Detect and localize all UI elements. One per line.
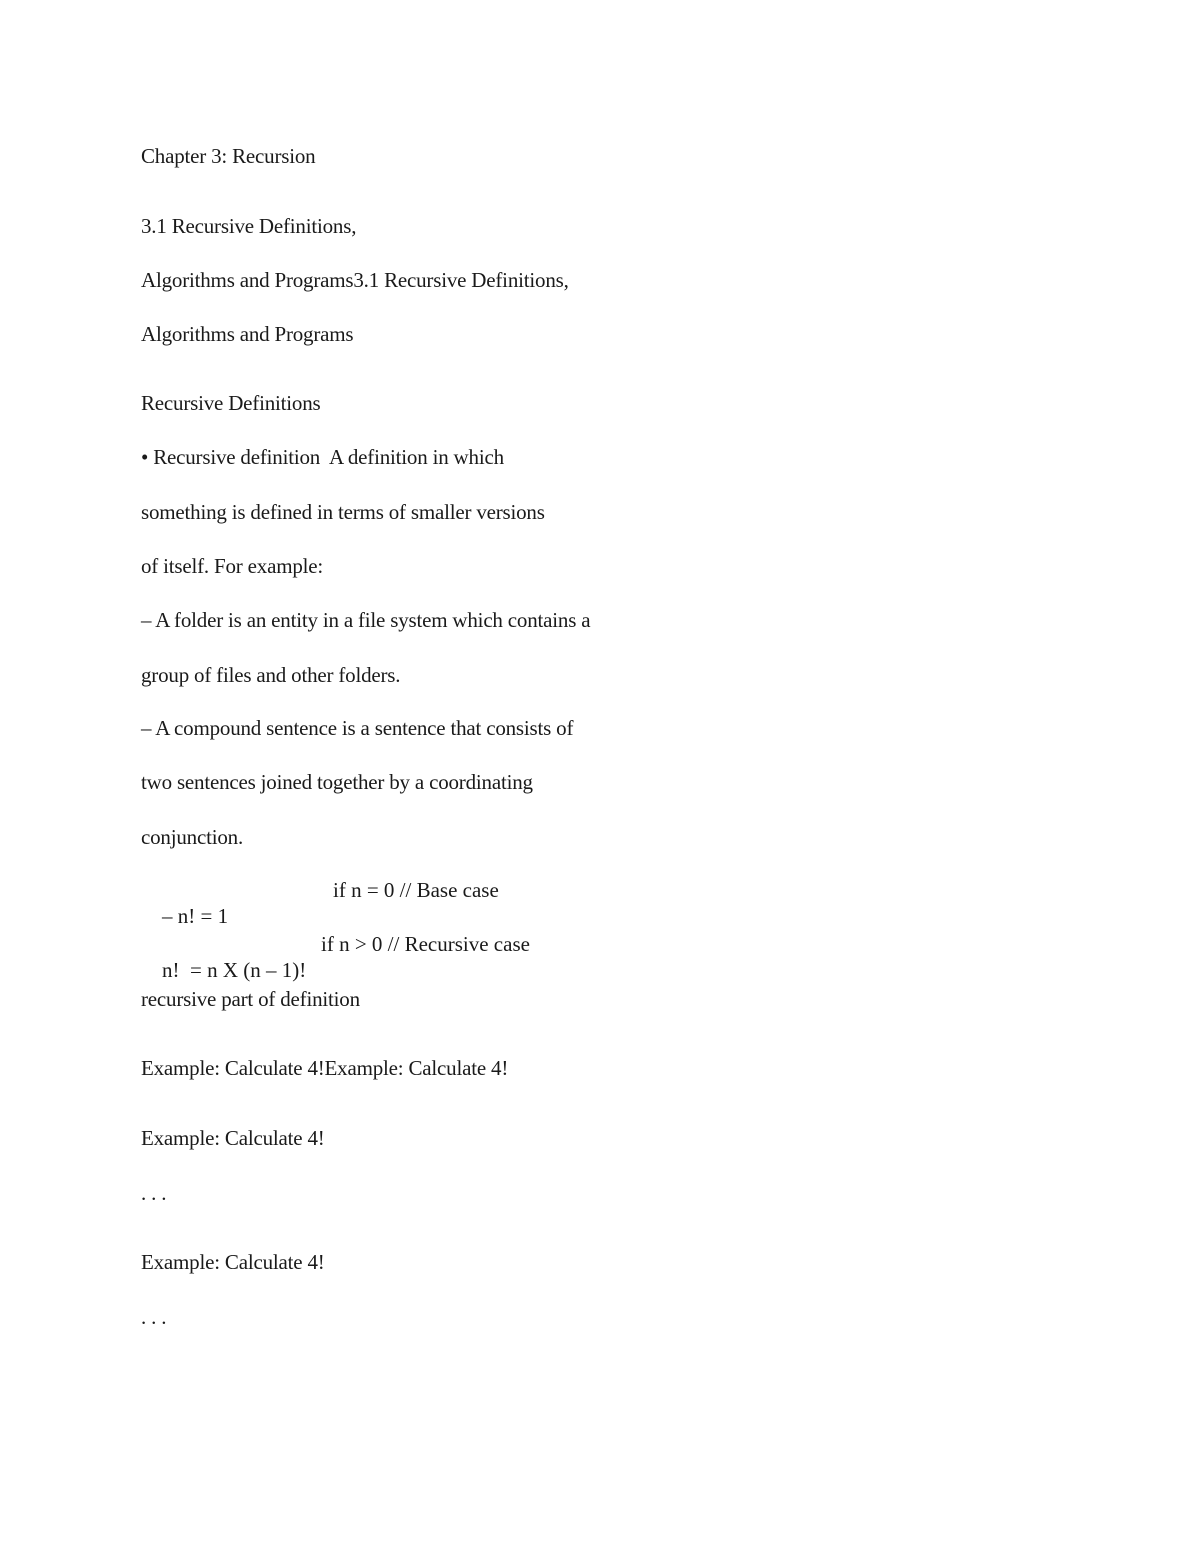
example-line: Example: Calculate 4!Example: Calculate 4!: [141, 1056, 509, 1080]
formula-base-left: – n! = 1: [162, 904, 229, 928]
ellipsis: . . .: [141, 1305, 167, 1329]
body-line: something is defined in terms of smaller versions: [141, 500, 545, 524]
body-line: two sentences joined together by a coordinating: [141, 770, 533, 794]
body-line: – A folder is an entity in a file system which contains a: [141, 608, 591, 632]
recursive-note: recursive part of definition: [141, 987, 360, 1011]
body-line: of itself. For example:: [141, 554, 324, 578]
body-line: • Recursive definition A definition in which: [141, 445, 504, 469]
body-line: conjunction.: [141, 825, 243, 849]
formula-recursive-right: if n > 0 // Recursive case: [321, 932, 530, 956]
body-line: – A compound sentence is a sentence that consists of: [141, 716, 574, 740]
formula-recursive-case: [141, 931, 530, 1035]
section-heading-line-1: 3.1 Recursive Definitions,: [141, 214, 357, 238]
example-line: Example: Calculate 4!: [141, 1250, 325, 1274]
ellipsis: . . .: [141, 1181, 167, 1205]
section-heading-line-2: Algorithms and Programs3.1 Recursive Definitions,: [141, 268, 569, 292]
formula-recursive-left: n! = n X (n – 1)!: [162, 958, 307, 982]
example-line: Example: Calculate 4!: [141, 1126, 325, 1150]
chapter-title: Chapter 3: Recursion: [141, 144, 316, 168]
section-heading-line-3: Algorithms and Programs: [141, 322, 354, 346]
body-line: group of files and other folders.: [141, 663, 401, 687]
subheading-recursive-definitions: Recursive Definitions: [141, 391, 321, 415]
formula-base-right: if n = 0 // Base case: [333, 878, 499, 902]
